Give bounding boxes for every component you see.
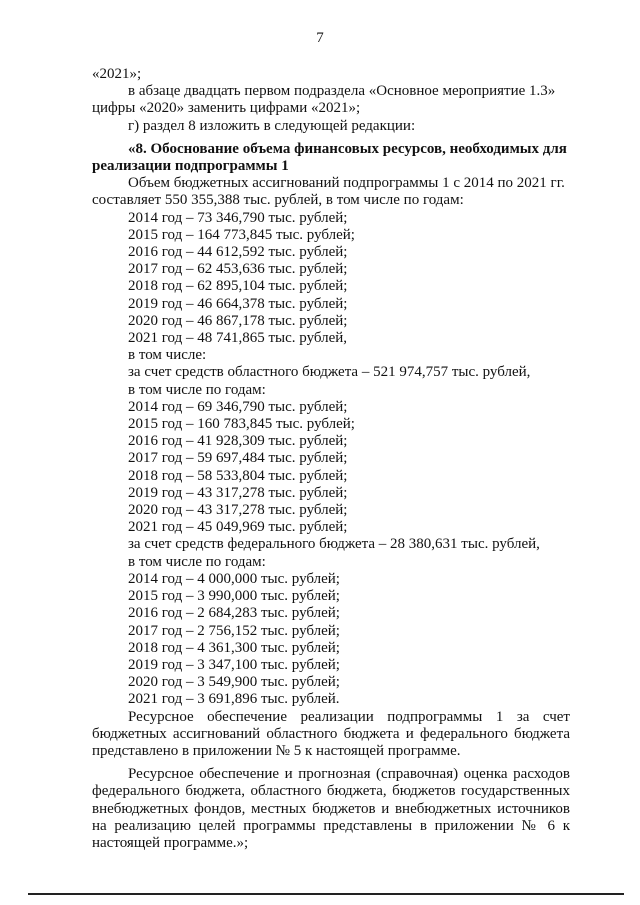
list-item: 2016 год – 41 928,309 тыс. рублей; (128, 433, 348, 450)
section-heading-line-1: «8. Обоснование объема финансовых ресурсов, необходимых для (128, 140, 567, 157)
list-item: 2021 год – 48 741,865 тыс. рублей, (128, 330, 348, 347)
intro-line-2: в абзаце двадцать первом подраздела «Основное мероприятие 1.3» (128, 83, 556, 100)
bottom-rule (28, 893, 624, 895)
list-item: 2015 год – 160 783,845 тыс. рублей; (128, 416, 355, 433)
list-item: 2016 год – 2 684,283 тыс. рублей; (128, 605, 340, 622)
list-item: 2020 год – 43 317,278 тыс. рублей; (128, 502, 348, 519)
list-item: 2014 год – 73 346,790 тыс. рублей; (128, 209, 348, 226)
resource-paragraph-2: Ресурсное обеспечение и прогнозная (справочная) оценка расходов федерального бюджета, областного бюджета, бюджетов государственных внебюджетных фондов, местных бюджетов и внебюджетных источников на реализацию целей программы представлены в приложении № 6 к настоящей программе.»; (92, 766, 570, 851)
federal-years-list (92, 571, 570, 709)
intro-line-3: цифры «2020» заменить цифрами «2021»; (92, 100, 361, 117)
list-item: 2018 год – 4 361,300 тыс. рублей; (128, 639, 340, 656)
intro-line-4: г) раздел 8 изложить в следующей редакции: (128, 117, 416, 134)
list-item: 2019 год – 43 317,278 тыс. рублей; (128, 484, 348, 501)
section-heading-line-2: реализации подпрограммы 1 (92, 158, 289, 175)
total-line-1: Объем бюджетных ассигнований подпрограммы 1 с 2014 по 2021 гг. (128, 175, 565, 192)
intro-line-1: «2021»; (92, 66, 142, 82)
federal-budget-line: за счет средств федерального бюджета – 28 380,631 тыс. рублей, (128, 536, 540, 553)
total-years-list (92, 210, 570, 348)
resource-paragraph-1: Ресурсное обеспечение реализации подпрограммы 1 за счет бюджетных ассигнований областного бюджета и федерального бюджета представлено в приложении № 5 к настоящей программе. (92, 708, 570, 759)
page-number: 7 (316, 30, 324, 46)
list-item: 2017 год – 59 697,484 тыс. рублей; (128, 450, 348, 467)
list-item: 2019 год – 46 664,378 тыс. рублей; (128, 295, 348, 312)
list-item: 2020 год – 46 867,178 тыс. рублей; (128, 312, 348, 329)
list-item: 2017 год – 62 453,636 тыс. рублей; (128, 261, 348, 278)
list-item: 2018 год – 62 895,104 тыс. рублей; (128, 278, 348, 295)
list-item: 2021 год – 45 049,969 тыс. рублей; (128, 519, 348, 536)
federal-by-years-label: в том числе по годам: (128, 553, 266, 570)
list-item: 2015 год – 164 773,845 тыс. рублей; (128, 226, 355, 243)
regional-by-years-label: в том числе по годам: (128, 381, 266, 398)
list-item: 2021 год – 3 691,896 тыс. рублей. (128, 691, 340, 708)
list-item: 2020 год – 3 549,900 тыс. рублей; (128, 674, 340, 691)
list-item: 2014 год – 69 346,790 тыс. рублей; (128, 398, 348, 415)
list-item: 2017 год – 2 756,152 тыс. рублей; (128, 622, 340, 639)
list-item: 2014 год – 4 000,000 тыс. рублей; (128, 570, 340, 587)
list-item: 2018 год – 58 533,804 тыс. рублей; (128, 467, 348, 484)
list-item: 2016 год – 44 612,592 тыс. рублей; (128, 244, 348, 261)
list-item: 2019 год – 3 347,100 тыс. рублей; (128, 656, 340, 673)
document-body (92, 66, 570, 852)
including-label: в том числе: (128, 347, 207, 364)
list-item: 2015 год – 3 990,000 тыс. рублей; (128, 588, 340, 605)
total-line-2: составляет 550 355,388 тыс. рублей, в том числе по годам: (92, 192, 464, 209)
regional-years-list (92, 399, 570, 537)
regional-budget-line: за счет средств областного бюджета – 521 974,757 тыс. рублей, (128, 364, 531, 381)
